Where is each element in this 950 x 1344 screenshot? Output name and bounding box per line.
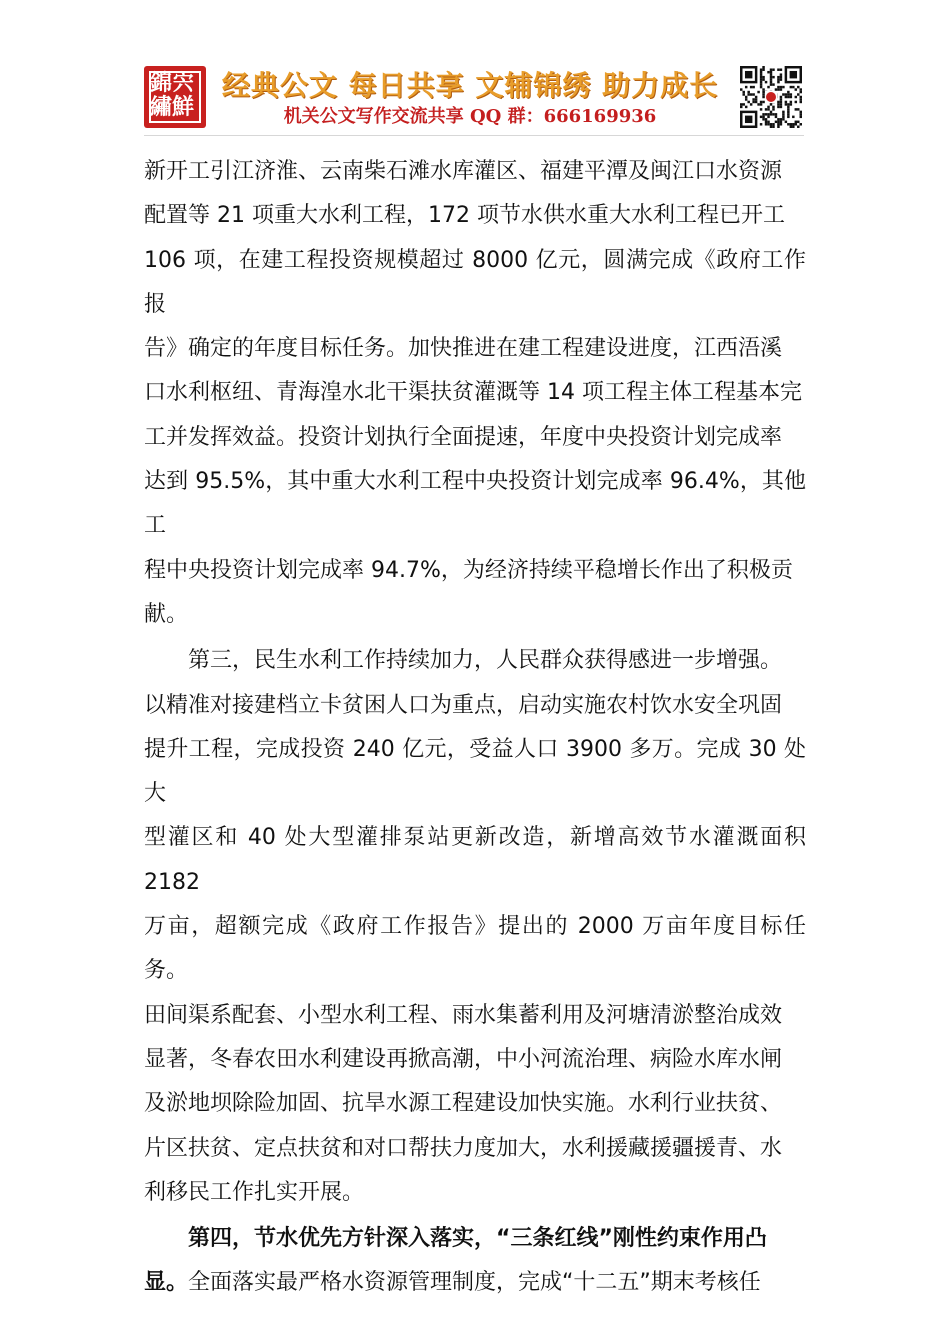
qr-module	[782, 111, 784, 113]
text-line: 第三，民生水利工作持续加力，人民群众获得感进一步增强。	[188, 648, 783, 674]
qr-module	[760, 76, 762, 78]
qr-module	[785, 121, 787, 123]
qr-module	[785, 101, 787, 103]
text-line: 口水利枢纽、青海湟水北干渠扶贫灌溉等 14 项工程主体工程基本完	[144, 380, 802, 406]
qr-module	[775, 116, 777, 118]
qr-module	[780, 78, 782, 80]
text-line: 以精准对接建档立卡贫困人口为重点，启动实施农村饮水安全巩固	[144, 692, 783, 718]
qr-module	[792, 116, 794, 118]
bold-lead: 显。	[144, 1270, 189, 1296]
qr-module	[770, 81, 772, 83]
qr-module	[775, 121, 777, 123]
qr-module	[752, 98, 754, 100]
text-line: 告》确定的年度目标任务。加快推进在建工程建设进度，江西浯溪	[144, 336, 783, 362]
qr-module	[782, 113, 784, 115]
qr-module	[745, 116, 752, 123]
qr-module	[757, 91, 759, 93]
qr-module	[752, 86, 754, 88]
qr-module	[790, 86, 792, 88]
seal-char: 鮮	[172, 94, 195, 120]
qr-module	[760, 101, 762, 103]
qr-module	[762, 96, 764, 98]
text-line: 利移民工作扎实开展。	[144, 1179, 365, 1205]
qr-module	[777, 106, 779, 108]
qr-module	[795, 88, 797, 90]
qr-module	[777, 121, 779, 123]
qr-module	[760, 83, 762, 85]
qr-module	[777, 78, 779, 80]
qr-module	[750, 103, 752, 105]
logo-seal	[144, 66, 206, 128]
qr-module	[740, 103, 742, 105]
qr-module	[757, 103, 759, 105]
qr-module	[797, 126, 799, 128]
qr-module	[800, 96, 802, 98]
text-line: 片区扶贫、定点扶贫和对口帮扶力度加大，水利援藏援疆援青、水	[144, 1135, 783, 1161]
qr-module	[750, 93, 752, 95]
text-line: 106 项，在建工程投资规模超过 8000 亿元，圆满完成《政府工作报	[144, 247, 806, 317]
qr-module	[780, 73, 782, 75]
qr-module	[762, 76, 764, 78]
qr-module	[762, 91, 764, 93]
document-body	[144, 150, 806, 1306]
qr-module	[752, 101, 754, 103]
qr-module	[742, 91, 744, 93]
qr-module	[780, 103, 782, 105]
qr-code-graphic	[740, 66, 802, 128]
qr-module	[780, 76, 782, 78]
qr-module	[777, 123, 779, 125]
seal-char: 錦	[150, 70, 173, 96]
text-line: 新开工引江济淮、云南柴石滩水库灌区、福建平潭及闽江口水资源	[144, 159, 783, 184]
qr-module	[777, 76, 779, 78]
qr-module	[775, 88, 777, 90]
qr-module	[777, 103, 779, 105]
qr-module	[772, 83, 774, 85]
paragraph-livelihood	[144, 639, 806, 1215]
qr-module	[745, 96, 747, 98]
qr-module	[772, 123, 774, 125]
qr-module	[797, 86, 799, 88]
qr-module	[782, 116, 784, 118]
qr-module	[755, 98, 757, 100]
header-divider	[144, 135, 804, 136]
text-line: 达到 95.5%，其中重大水利工程中央投资计划完成率 96.4%，其他工	[144, 469, 806, 539]
qr-module	[760, 108, 762, 110]
qr-module	[770, 73, 772, 75]
qr-module	[795, 121, 797, 123]
page-header	[0, 0, 950, 140]
qr-module	[790, 123, 792, 125]
qr-module	[760, 103, 762, 105]
qr-module	[777, 81, 779, 83]
qr-module	[780, 123, 782, 125]
qr-module	[760, 123, 762, 125]
qr-module	[760, 78, 762, 80]
qr-module	[770, 76, 772, 78]
qr-module	[772, 106, 774, 108]
qr-module	[800, 91, 802, 93]
qr-module	[765, 118, 767, 120]
qr-module	[762, 113, 764, 115]
qr-module	[792, 86, 794, 88]
qr-module	[770, 123, 772, 125]
qr-module	[795, 96, 797, 98]
qr-module	[772, 113, 774, 115]
qr-module	[787, 96, 789, 98]
qr-module	[787, 106, 789, 108]
qr-module	[765, 108, 767, 110]
qr-module	[780, 96, 782, 98]
qr-module	[770, 103, 772, 105]
qr-module	[755, 96, 757, 98]
qr-module	[770, 111, 772, 113]
header-slogan: 经典公文 每日共享 文辅锦绣 助力成长	[221, 69, 719, 102]
qr-module	[760, 116, 762, 118]
qr-module	[782, 86, 784, 88]
qr-module	[747, 91, 749, 93]
qr-module	[760, 73, 762, 75]
qr-module	[787, 93, 789, 95]
qr-module	[780, 98, 782, 100]
qr-module	[800, 116, 802, 118]
qr-module	[800, 101, 802, 103]
qr-module	[740, 88, 742, 90]
qr-module	[750, 86, 752, 88]
text-line: 献。	[144, 601, 189, 627]
qr-module	[767, 123, 769, 125]
qr-module	[777, 68, 779, 70]
seal-char: 繡	[150, 94, 173, 120]
qr-module	[770, 126, 772, 128]
qr-module	[742, 93, 744, 95]
qr-module	[787, 91, 789, 93]
qr-module	[760, 86, 762, 88]
qr-module	[767, 71, 769, 73]
qr-module	[747, 101, 749, 103]
qr-module	[777, 118, 779, 120]
qr-module	[772, 108, 774, 110]
qr-module	[780, 101, 782, 103]
qr-module	[762, 78, 764, 80]
line-rest: 全面落实最严格水资源管理制度，完成“十二五”期末考核任	[188, 1270, 761, 1296]
qr-module	[745, 106, 747, 108]
qr-module	[780, 88, 782, 90]
qr-module	[767, 108, 769, 110]
qr-module	[780, 118, 782, 120]
qr-module	[787, 113, 789, 115]
text-line: 工并发挥效益。投资计划执行全面提速，年度中央投资计划完成率	[144, 424, 783, 450]
text-line: 显著，冬春农田水利建设再掀高潮，中小河流治理、病险水库水闸	[144, 1046, 783, 1072]
header-subslogan: 机关公文写作交流共享 QQ 群：666169936	[283, 106, 657, 127]
text-line: 配置等 21 项重大水利工程，172 项节水供水重大水利工程已开工	[144, 203, 785, 229]
qr-module	[797, 108, 799, 110]
qr-module	[740, 106, 742, 108]
qr-module	[787, 116, 789, 118]
qr-module	[767, 106, 769, 108]
qr-module	[787, 111, 789, 113]
qr-module	[742, 103, 744, 105]
qr-module	[767, 121, 769, 123]
text-line: 型灌区和 40 处大型灌排泵站更新改造，新增高效节水灌溉面积 2182	[144, 825, 806, 895]
qr-module	[792, 123, 794, 125]
qr-module	[790, 101, 792, 103]
qr-module	[795, 123, 797, 125]
qr-module	[782, 118, 784, 120]
qr-module	[795, 101, 797, 103]
qr-module	[765, 123, 767, 125]
qr-module	[785, 103, 787, 105]
qr-module	[790, 71, 797, 78]
text-line: 田间渠系配套、小型水利工程、雨水集蓄利用及河塘清淤整治成效	[144, 1002, 783, 1028]
qr-module	[797, 93, 799, 95]
qr-module	[800, 113, 802, 115]
qr-module	[790, 93, 792, 95]
qr-module	[770, 83, 772, 85]
qr-module	[787, 103, 789, 105]
qr-module	[745, 86, 747, 88]
qr-module	[785, 96, 787, 98]
qr-module	[765, 81, 767, 83]
qr-module	[777, 86, 779, 88]
qr-module	[745, 71, 752, 78]
qr-module	[787, 123, 789, 125]
qr-module	[800, 98, 802, 100]
paragraph-investment	[144, 150, 806, 637]
qr-module	[800, 88, 802, 90]
qr-module	[790, 96, 792, 98]
qr-module	[795, 108, 797, 110]
qr-module	[777, 88, 779, 90]
qr-module	[762, 68, 764, 70]
qr-module	[785, 93, 787, 95]
qr-module	[780, 86, 782, 88]
qr-module	[772, 126, 774, 128]
qr-module	[762, 118, 764, 120]
qr-module	[780, 68, 782, 70]
qr-module	[772, 76, 774, 78]
qr-module	[755, 101, 757, 103]
qr-module	[797, 121, 799, 123]
paragraph-water-saving	[144, 1217, 806, 1306]
qr-module	[787, 108, 789, 110]
qr-module	[762, 101, 764, 103]
text-line-bold: 第四，节水优先方针深入落实，“三条红线”刚性约束作用凸	[188, 1226, 767, 1252]
qr-module	[770, 113, 772, 115]
qr-module	[765, 121, 767, 123]
qr-module	[767, 113, 769, 115]
qr-module	[767, 86, 769, 88]
qr-module	[800, 111, 802, 113]
qr-module	[772, 68, 774, 70]
qr-module	[790, 126, 792, 128]
qr-module	[762, 66, 764, 68]
qr-module	[770, 68, 772, 70]
text-line: 及淤地坝除险加固、抗旱水源工程建设加快实施。水利行业扶贫、	[144, 1091, 783, 1117]
qr-module	[745, 98, 747, 100]
qr-module	[777, 101, 779, 103]
qr-module	[752, 93, 754, 95]
qr-module	[770, 78, 772, 80]
text-line: 提升工程，完成投资 240 亿元，受益人口 3900 多万。完成 30 处大	[144, 736, 806, 807]
qr-module	[780, 121, 782, 123]
qr-code-icon	[740, 66, 802, 128]
qr-module	[760, 71, 762, 73]
qr-module	[775, 113, 777, 115]
qr-center-logo	[766, 92, 776, 102]
qr-module	[760, 68, 762, 70]
qr-module	[777, 126, 779, 128]
text-line	[144, 1261, 806, 1305]
qr-module	[782, 93, 784, 95]
qr-module	[792, 126, 794, 128]
text-line: 万亩，超额完成《政府工作报告》提出的 2000 万亩年度目标任务。	[144, 914, 806, 984]
qr-module	[762, 116, 764, 118]
qr-module	[800, 123, 802, 125]
qr-module	[762, 93, 764, 95]
qr-module	[767, 116, 769, 118]
qr-module	[780, 106, 782, 108]
qr-module	[747, 93, 749, 95]
qr-module	[760, 81, 762, 83]
qr-module	[762, 88, 764, 90]
seal-char: 宍	[172, 70, 195, 96]
text-line: 程中央投资计划完成率 94.7%，为经济持续平稳增长作出了积极贡	[144, 557, 793, 583]
qr-module	[790, 103, 792, 105]
qr-module	[770, 71, 772, 73]
qr-module	[765, 113, 767, 115]
